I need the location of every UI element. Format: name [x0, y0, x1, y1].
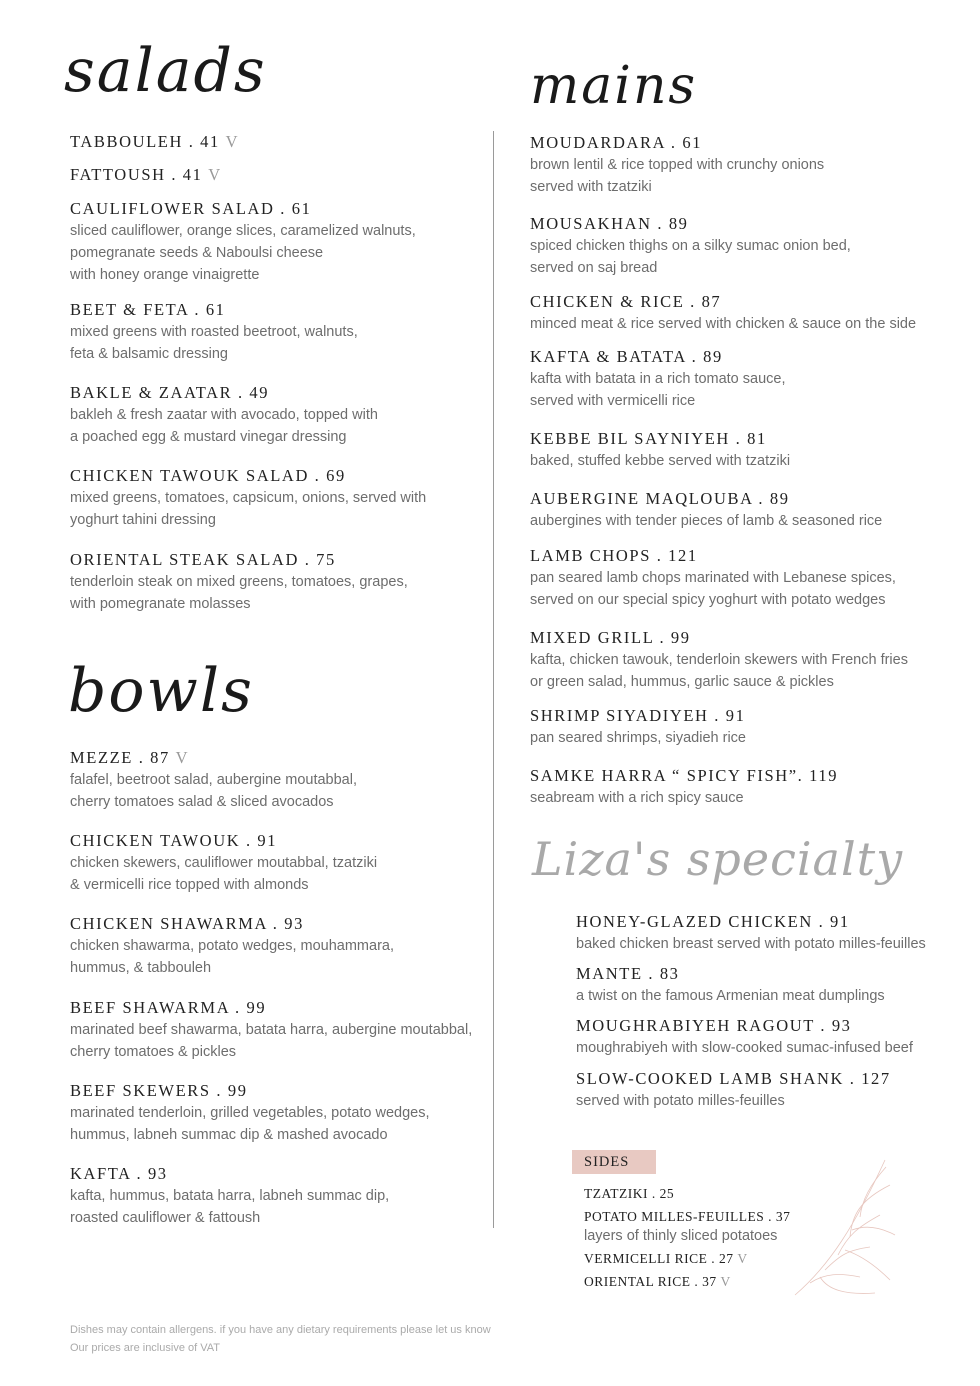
dish-name-price: BAKLE & ZAATAR . 49: [70, 383, 270, 402]
dish-name-price: MANTE . 83: [576, 964, 680, 983]
vegetarian-badge: V: [720, 1274, 731, 1289]
side-item-name: [584, 1183, 674, 1204]
dish-name-price: MOUDARDARA . 61: [530, 133, 703, 152]
salads-item-name: [70, 164, 480, 186]
mains-item-name: [530, 428, 950, 450]
specialty-item-name: [576, 963, 956, 985]
mains-item-name: [530, 765, 950, 787]
vegetarian-badge: V: [225, 132, 238, 151]
dish-name-price: FATTOUSH . 41: [70, 165, 203, 184]
specialty-item-description: baked chicken breast served with potato milles-feuilles: [576, 936, 926, 952]
bowls-item-name: [70, 747, 480, 769]
bowls-item: [70, 1080, 480, 1146]
specialty-item: [576, 963, 956, 1007]
dish-name-price: LAMB CHOPS . 121: [530, 546, 698, 565]
dish-name-price: TABBOULEH . 41: [70, 132, 220, 151]
bowls-item: [70, 1163, 480, 1229]
bowls-item-description: chicken skewers, cauliflower moutabbal, tzatziki & vermicelli rice topped with almonds: [70, 855, 378, 893]
bowls-item: [70, 747, 480, 813]
mains-item-name: [530, 545, 950, 567]
mains-item: [530, 346, 950, 412]
dish-name-price: CHICKEN SHAWARMA . 93: [70, 914, 304, 933]
bowls-item-description: kafta, hummus, batata harra, labneh summac dip, roasted cauliflower & fattoush: [70, 1188, 390, 1226]
bowls-item: [70, 997, 480, 1063]
dish-name-price: KAFTA . 93: [70, 1164, 168, 1183]
side-item: [584, 1271, 730, 1292]
salads-item: [70, 465, 480, 531]
dish-name-price: KEBBE BIL SAYNIYEH . 81: [530, 429, 767, 448]
salads-item: [70, 549, 480, 615]
side-name-price: VERMICELLI RICE . 27: [584, 1251, 734, 1266]
salads-item: [70, 198, 480, 286]
side-item-name: [584, 1206, 790, 1227]
dish-name-price: CHICKEN TAWOUK SALAD . 69: [70, 466, 346, 485]
mains-item: [530, 132, 950, 198]
dish-name-price: CHICKEN TAWOUK . 91: [70, 831, 278, 850]
side-name-price: TZATZIKI . 25: [584, 1186, 675, 1201]
dish-name-price: ORIENTAL STEAK SALAD . 75: [70, 550, 336, 569]
mains-item: [530, 291, 950, 335]
mains-item: [530, 488, 950, 532]
dish-name-price: SHRIMP SIYADIYEH . 91: [530, 706, 746, 725]
mains-item-description: brown lentil & rice topped with crunchy onions served with tzatziki: [530, 157, 825, 195]
mains-item: [530, 545, 950, 611]
specialty-item-description: served with potato milles-feuilles: [576, 1093, 785, 1109]
mains-item: [530, 213, 950, 279]
mains-item-description: pan seared shrimps, siyadieh rice: [530, 730, 746, 746]
dish-name-price: CHICKEN & RICE . 87: [530, 292, 722, 311]
salads-item: [70, 382, 480, 448]
mains-item-description: kafta with batata in a rich tomato sauce, served with vermicelli rice: [530, 371, 786, 409]
bowls-item-name: [70, 913, 480, 935]
bowls-item-name: [70, 1163, 480, 1185]
mains-item-name: [530, 705, 950, 727]
mains-item-description: spiced chicken thighs on a silky sumac onion bed, served on saj bread: [530, 238, 851, 276]
salads-item-name: [70, 549, 480, 571]
salads-item-description: sliced cauliflower, orange slices, caramelized walnuts, pomegranate seeds & Naboulsi cheese with honey orange vinaigrette: [70, 223, 416, 283]
dish-name-price: AUBERGINE MAQLOUBA . 89: [530, 489, 790, 508]
salads-item-name: [70, 465, 480, 487]
dish-name-price: KAFTA & BATATA . 89: [530, 347, 723, 366]
bowls-item-description: marinated beef shawarma, batata harra, aubergine moutabbal, cherry tomatoes & pickles: [70, 1022, 473, 1060]
sides-badge: SIDES: [572, 1150, 656, 1174]
specialty-item-name: [576, 1015, 956, 1037]
specialty-item-name: [576, 911, 956, 933]
botanical-sketch-icon: [790, 1155, 900, 1305]
vegetarian-badge: V: [208, 165, 221, 184]
salads-heading: salads: [64, 36, 267, 106]
salads-item: [70, 131, 480, 153]
column-divider: [493, 131, 494, 1228]
salads-item: [70, 164, 480, 186]
salads-item-description: bakleh & fresh zaatar with avocado, topped with a poached egg & mustard vinegar dressing: [70, 407, 378, 445]
salads-item-description: mixed greens, tomatoes, capsicum, onions, served with yoghurt tahini dressing: [70, 490, 427, 528]
side-item-name: [584, 1271, 730, 1292]
bowls-item: [70, 830, 480, 896]
vegetarian-badge: V: [175, 748, 188, 767]
specialty-item-name: [576, 1068, 956, 1090]
side-item-name: [584, 1248, 747, 1269]
side-item-description: layers of thinly sliced potatoes: [584, 1228, 778, 1244]
dish-name-price: MOUGHRABIYEH RAGOUT . 93: [576, 1016, 852, 1035]
dish-name-price: BEEF SKEWERS . 99: [70, 1081, 248, 1100]
salads-item-description: mixed greens with roasted beetroot, walnuts, feta & balsamic dressing: [70, 324, 358, 362]
mains-item: [530, 627, 950, 693]
mains-item: [530, 428, 950, 472]
dish-name-price: MEZZE . 87: [70, 748, 170, 767]
vat-note: Our prices are inclusive of VAT: [70, 1342, 220, 1354]
specialty-item: [576, 911, 956, 955]
specialty-item: [576, 1068, 956, 1112]
side-name-price: ORIENTAL RICE . 37: [584, 1274, 717, 1289]
mains-item: [530, 765, 950, 809]
mains-item-description: aubergines with tender pieces of lamb & seasoned rice: [530, 513, 883, 529]
mains-item-description: baked, stuffed kebbe served with tzatziki: [530, 453, 791, 469]
specialty-item-description: a twist on the famous Armenian meat dumplings: [576, 988, 885, 1004]
bowls-item: [70, 913, 480, 979]
salads-item-name: [70, 299, 480, 321]
specialty-heading: Liza's specialty: [532, 832, 904, 886]
salads-item-description: tenderloin steak on mixed greens, tomatoes, grapes, with pomegranate molasses: [70, 574, 408, 612]
mains-item-name: [530, 213, 950, 235]
specialty-item-description: moughrabiyeh with slow-cooked sumac-infused beef: [576, 1040, 913, 1056]
dish-name-price: SLOW-COOKED LAMB SHANK . 127: [576, 1069, 891, 1088]
salads-item-name: [70, 198, 480, 220]
mains-item-description: pan seared lamb chops marinated with Lebanese spices, served on our special spicy yoghurt with potato wedges: [530, 570, 896, 608]
salads-item-name: [70, 382, 480, 404]
mains-item-description: seabream with a rich spicy sauce: [530, 790, 744, 806]
bowls-heading: bowls: [68, 656, 254, 726]
mains-item-name: [530, 346, 950, 368]
bowls-item-description: falafel, beetroot salad, aubergine moutabbal, cherry tomatoes salad & sliced avocados: [70, 772, 357, 810]
salads-item: [70, 299, 480, 365]
mains-item-name: [530, 132, 950, 154]
mains-heading: mains: [530, 56, 698, 116]
mains-item-description: kafta, chicken tawouk, tenderloin skewers with French fries or green salad, hummus, garlic sauce & pickles: [530, 652, 908, 690]
mains-item: [530, 705, 950, 749]
dish-name-price: CAULIFLOWER SALAD . 61: [70, 199, 312, 218]
mains-item-name: [530, 488, 950, 510]
bowls-item-description: marinated tenderloin, grilled vegetables, potato wedges, hummus, labneh summac dip & mashed avocado: [70, 1105, 430, 1143]
bowls-item-name: [70, 1080, 480, 1102]
side-item: [584, 1183, 674, 1204]
mains-item-description: minced meat & rice served with chicken & sauce on the side: [530, 316, 917, 332]
bowls-item-name: [70, 997, 480, 1019]
specialty-item: [576, 1015, 956, 1059]
allergen-note: Dishes may contain allergens. if you have any dietary requirements please let us know: [70, 1324, 491, 1336]
bowls-item-description: chicken shawarma, potato wedges, mouhammara, hummus, & tabbouleh: [70, 938, 394, 976]
dish-name-price: SAMKE HARRA “ SPICY FISH”. 119: [530, 766, 839, 785]
dish-name-price: HONEY-GLAZED CHICKEN . 91: [576, 912, 850, 931]
dish-name-price: BEET & FETA . 61: [70, 300, 226, 319]
vegetarian-badge: V: [737, 1251, 748, 1266]
dish-name-price: MOUSAKHAN . 89: [530, 214, 689, 233]
mains-item-name: [530, 627, 950, 649]
dish-name-price: MIXED GRILL . 99: [530, 628, 691, 647]
bowls-item-name: [70, 830, 480, 852]
side-name-price: POTATO MILLES-FEUILLES . 37: [584, 1209, 791, 1224]
side-item: [584, 1206, 790, 1246]
side-item: [584, 1248, 747, 1269]
mains-item-name: [530, 291, 950, 313]
salads-item-name: [70, 131, 480, 153]
dish-name-price: BEEF SHAWARMA . 99: [70, 998, 267, 1017]
